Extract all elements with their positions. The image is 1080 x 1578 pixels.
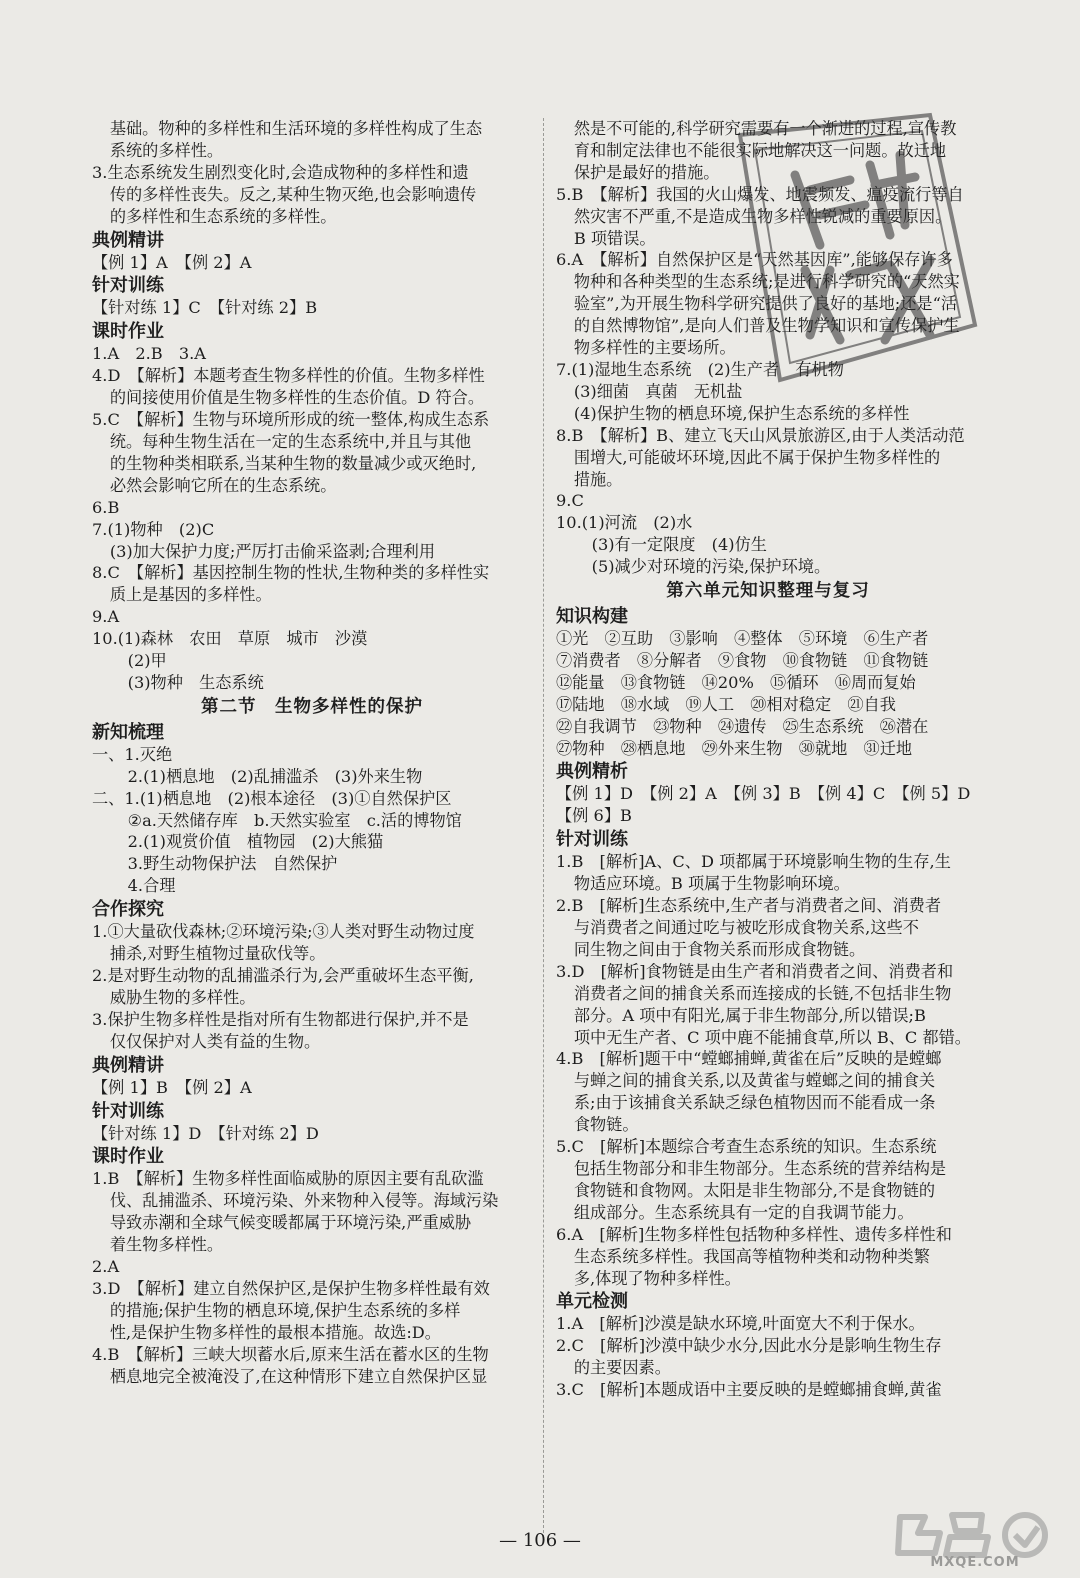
chapter-title: 第二节 生物多样性的保护 [201, 696, 423, 717]
answer-line: 3.D [解析]食物链是由生产者和消费者之间、消费者和 [556, 961, 954, 981]
answer-line: 系;由于该捕食关系缺乏绿色植物因而不能看成一条 [573, 1093, 936, 1113]
section-heading: 单元检测 [556, 1291, 628, 1313]
answer-line: 物种和各种类型的生态系统;是进行科学研究的“天然实 [573, 272, 960, 292]
answer-line: 威胁生物的多样性。 [109, 987, 256, 1007]
answer-line: ⑦消费者 ⑧分解者 ⑨食物 ⑩食物链 ⑪食物链 [556, 650, 929, 670]
answer-line: 的措施;保护生物的栖息环境,保护生态系统的多样 [109, 1300, 461, 1320]
answer-line: 2.(1)观赏价值 植物园 (2)大熊猫 [127, 832, 384, 852]
answer-line: 组成部分。生态系统具有一定的自我调节能力。 [573, 1202, 914, 1222]
answer-line: 9.C [556, 491, 584, 511]
section-heading: 知识构建 [556, 606, 628, 628]
section-heading: 典例精讲 [92, 1054, 164, 1076]
answer-line: 5.B 【解析】我国的火山爆发、地震频发、瘟疫流行等自 [556, 184, 964, 204]
answer-line: 物适应环境。B 项属于生物影响环境。 [573, 874, 850, 894]
answer-line: 围增大,可能破坏环境,因此不属于保护生物多样性的 [573, 447, 941, 467]
answer-line: 系统的多样性。 [109, 140, 224, 160]
answer-line: 的主要因素。 [573, 1358, 671, 1378]
answer-line: 10.(1)河流 (2)水 [556, 513, 693, 533]
left-column [92, 118, 532, 1388]
section-heading: 课时作业 [92, 1146, 164, 1168]
answer-line: 部分。A 项中有阳光,属于非生物部分,所以错误;B [573, 1005, 926, 1025]
section-heading: 针对训练 [92, 1100, 164, 1122]
answer-line: ㉗物种 ㉘栖息地 ㉙外来生物 ㉚就地 ㉛迁地 [556, 738, 913, 758]
answer-line: 2.C [解析]沙漠中缺少水分,因此水分是影响生物生存 [556, 1336, 942, 1356]
answer-line: 验室”,为开展生物科学研究提供了良好的基地;还是“活 [573, 294, 958, 314]
answer-line: 5.C 【解析】生物与环境所形成的统一整体,构成生态系 [92, 410, 490, 430]
answer-line: 性,是保护生物多样性的最根本措施。故选:D。 [109, 1322, 441, 1342]
answer-line: 多,体现了物种多样性。 [573, 1268, 741, 1288]
answer-line: 1.B [解析]A、C、D 项都属于环境影响生物的生存,生 [556, 852, 951, 872]
answer-line: 4.D 【解析】本题考查生物多样性的价值。生物多样性 [92, 366, 485, 386]
answer-line: 着生物多样性。 [109, 1235, 224, 1255]
answer-line: 然是不可能的,科学研究需要有一个渐进的过程,宣传教 [573, 119, 957, 138]
answer-line: ②a.天然储存库 b.天然实验室 c.活的博物馆 [127, 810, 462, 830]
answer-line: 同生物之间由于食物关系而形成食物链。 [573, 939, 866, 959]
answer-line: 【例 6】B [556, 806, 632, 826]
stamp-watermark [700, 95, 990, 395]
answer-line: ⑫能量 ⑬食物链 ⑭20% ⑮循环 ⑯周而复始 [556, 672, 916, 692]
logo-url-text: MXQE.COM [930, 1555, 1020, 1570]
answer-line: 1.①大量砍伐森林;②环境污染;③人类对野生动物过度 [92, 922, 475, 942]
answer-line: 6.A 【解析】自然保护区是“天然基因库”,能够保存许多 [556, 250, 953, 270]
answer-line: 【针对练 1】C 【针对练 2】B [92, 298, 318, 318]
answer-line: 然灾害不严重,不是造成生物多样性锐减的重要原因。 [573, 206, 952, 226]
answer-line: 必然会影响它所在的生态系统。 [109, 475, 337, 495]
answer-line: 包括生物部分和非生物部分。生态系统的营养结构是 [573, 1158, 947, 1178]
answer-line: 3.保护生物多样性是指对所有生物都进行保护,并不是 [92, 1009, 469, 1029]
section-heading: 针对训练 [556, 829, 628, 851]
answer-line: 2.A [92, 1257, 120, 1277]
answer-line: 基础。物种的多样性和生活环境的多样性构成了生态 [109, 119, 483, 138]
answer-line: 8.B 【解析】B、建立飞天山风景旅游区,由于人类活动范 [556, 425, 965, 445]
answer-line: 2.B [解析]生态系统中,生产者与消费者之间、消费者 [556, 896, 942, 916]
answer-line: 伐、乱捕滥杀、环境污染、外来物种入侵等。海域污染 [109, 1191, 499, 1211]
answer-line: 一、1.灭绝 [92, 744, 173, 764]
section-heading: 课时作业 [92, 321, 164, 343]
answer-line: 4.合理 [127, 876, 176, 896]
answer-line: 捕杀,对野生植物过量砍伐等。 [109, 944, 326, 964]
answer-line: (3)有一定限度 (4)仿生 [591, 535, 767, 555]
page-number: — 106 — [499, 1530, 581, 1551]
answer-line: 保护是最好的措施。 [573, 162, 720, 182]
answer-line: 9.A [92, 607, 120, 627]
column-divider [543, 118, 544, 1538]
answer-line: 二、1.(1)栖息地 (2)根本途径 (3)①自然保护区 [92, 788, 452, 808]
answer-line: 的多样性和生态系统的多样性。 [109, 206, 337, 226]
answer-line: 10.(1)森林 农田 草原 城市 沙漠 [92, 629, 368, 649]
answer-line: 1.A [解析]沙漠是缺水环境,叶面宽大不利于保水。 [556, 1314, 925, 1334]
answer-line: 3.C [解析]本题成语中主要反映的是螳螂捕食蝉,黄雀 [556, 1380, 942, 1400]
answer-line: 与蝉之间的捕食关系,以及黄雀与螳螂之间的捕食关 [573, 1071, 936, 1091]
section-heading: 新知梳理 [92, 721, 164, 743]
answer-line: 统。每种生物生活在一定的生态系统中,并且与其他 [109, 431, 472, 451]
answer-line: 措施。 [573, 469, 623, 489]
answer-line: 7.(1)湿地生态系统 (2)生产者 有机物 [556, 359, 844, 379]
answer-line: (3)细菌 真菌 无机盐 [573, 381, 743, 401]
answer-line: 4.B 【解析】三峡大坝蓄水后,原来生活在蓄水区的生物 [92, 1344, 489, 1364]
answer-line: 与消费者之间通过吃与被吃形成食物关系,这些不 [573, 918, 919, 937]
answer-line: 项中无生产者、C 项中鹿不能捕食草,所以 B、C 都错。 [573, 1027, 971, 1047]
answer-line: 传的多样性丧失。反之,某种生物灭绝,也会影响遗传 [109, 184, 477, 204]
answer-line: 的生物种类相联系,当某种生物的数量减少或灭绝时, [109, 453, 477, 473]
answer-line: 质上是基因的多样性。 [109, 585, 272, 605]
answer-line: 【例 1】A 【例 2】A [92, 252, 252, 272]
answer-line: 食物链。 [573, 1115, 639, 1135]
answer-line: (5)减少对环境的污染,保护环境。 [591, 557, 831, 577]
answer-line: 5.C [解析]本题综合考查生态系统的知识。生态系统 [556, 1137, 937, 1157]
answer-line: 4.B [解析]题干中“螳螂捕蝉,黄雀在后”反映的是螳螂 [556, 1049, 942, 1069]
answer-line: B 项错误。 [573, 228, 656, 248]
answer-line: 【针对练 1】D 【针对练 2】D [92, 1123, 319, 1143]
answer-line: 7.(1)物种 (2)C [92, 519, 215, 539]
answer-line: (3)加大保护力度;严厉打击偷采盗剥;合理利用 [109, 541, 436, 561]
answer-line: 【例 1】B 【例 2】A [92, 1077, 252, 1097]
answer-line: 的自然博物馆”,是向人们普及生物学知识和宣传保护生 [573, 316, 960, 336]
answer-line: 3.D 【解析】建立自然保护区,是保护生物多样性最有效 [92, 1278, 490, 1298]
answer-line: (4)保护生物的栖息环境,保护生态系统的多样性 [573, 403, 910, 423]
answer-line: 8.C 【解析】基因控制生物的性状,生物种类的多样性实 [92, 563, 490, 583]
answer-line: 2.是对野生动物的乱捕滥杀行为,会严重破坏生态平衡, [92, 966, 474, 985]
answer-line: 生态系统多样性。我国高等植物种类和动物种类繁 [573, 1246, 930, 1266]
answer-line: ①光 ②互助 ③影响 ④整体 ⑤环境 ⑥生产者 [556, 629, 929, 649]
answer-line: (2)甲 [127, 651, 167, 671]
answer-line: 3.生态系统发生剧烈变化时,会造成物种的多样性和遗 [92, 162, 469, 182]
answer-line: 6.A [解析]生物多样性包括物种多样性、遗传多样性和 [556, 1224, 952, 1244]
answer-line: ⑰陆地 ⑱水域 ⑲人工 ⑳相对稳定 ㉑自我 [556, 694, 896, 714]
answer-line: 【例 1】D 【例 2】A 【例 3】B 【例 4】C 【例 5】D [556, 784, 971, 804]
answer-line: 仅仅保护对人类有益的生物。 [109, 1031, 321, 1051]
answer-line: 3.野生动物保护法 自然保护 [127, 854, 338, 874]
answer-line: 栖息地完全被淹没了,在这种情形下建立自然保护区显 [109, 1366, 488, 1386]
answer-line: ㉒自我调节 ㉓物种 ㉔遗传 ㉕生态系统 ㉖潜在 [556, 716, 929, 736]
answer-line: 食物链和食物网。太阳是非生物部分,不是食物链的 [573, 1180, 936, 1200]
section-heading: 典例精析 [556, 761, 628, 783]
chapter-title: 第六单元知识整理与复习 [666, 581, 870, 602]
answer-line: 导致赤潮和全球气候变暖都属于环境污染,严重威胁 [109, 1213, 472, 1233]
section-heading: 针对训练 [92, 275, 164, 297]
answer-line: 1.B 【解析】生物多样性面临威胁的原因主要有乱砍滥 [92, 1169, 484, 1189]
answer-line: 1.A 2.B 3.A [92, 344, 206, 364]
answer-line: 消费者之间的捕食关系而连接成的长链,不包括非生物 [573, 983, 952, 1003]
answer-line: 6.B [92, 497, 120, 517]
answer-line: (3)物种 生态系统 [127, 672, 264, 692]
section-heading: 合作探究 [92, 899, 164, 921]
answer-line: 物多样性的主要场所。 [573, 338, 736, 358]
answer-line: 育和制定法律也不能很实际地解决这一问题。故迁地 [573, 140, 947, 160]
answer-line: 的间接使用价值是生物多样性的生态价值。D 符合。 [109, 388, 485, 408]
section-heading: 典例精讲 [92, 229, 164, 251]
answer-line: 2.(1)栖息地 (2)乱捕滥杀 (3)外来生物 [127, 766, 423, 786]
